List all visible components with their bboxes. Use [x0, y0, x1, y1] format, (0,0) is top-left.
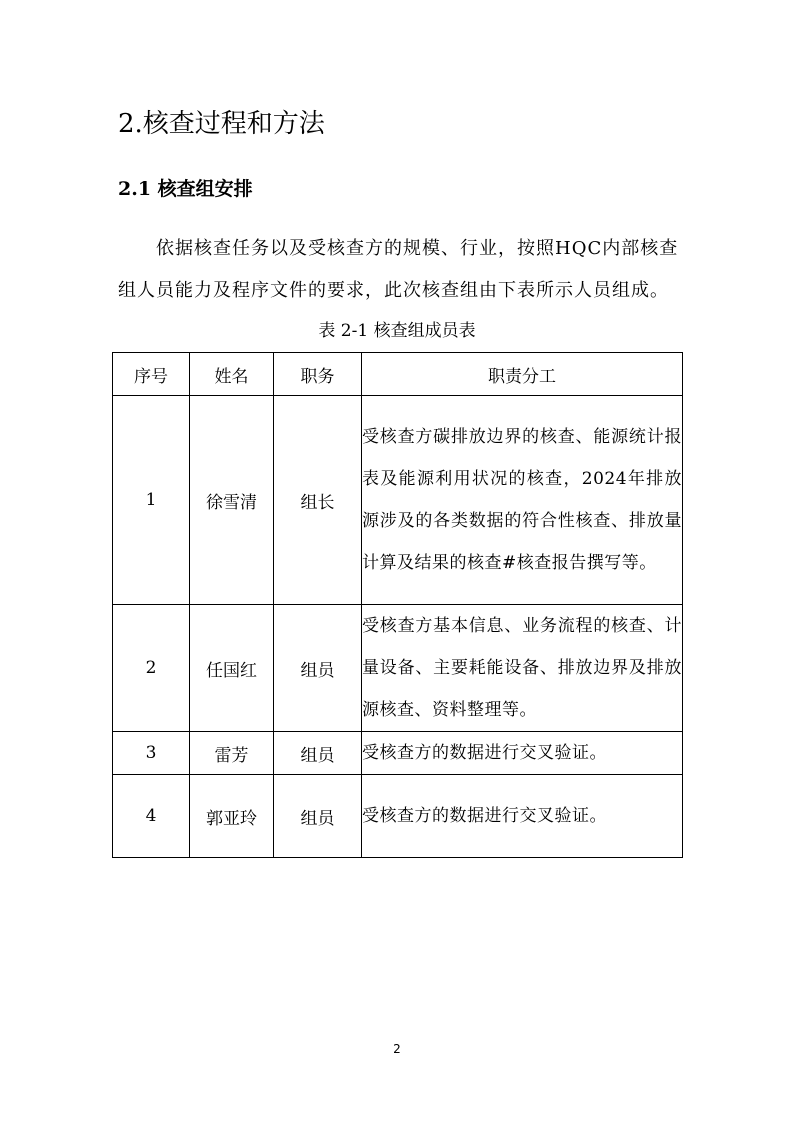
header-duty: 职责分工 [362, 353, 683, 396]
table-header-row [113, 353, 683, 396]
header-no: 序号 [113, 353, 190, 396]
row-duty: 受核查方的数据进行交叉验证。 [362, 775, 683, 858]
row-role: 组员 [274, 775, 362, 858]
members-table [112, 352, 683, 858]
row-duty: 受核查方基本信息、业务流程的核查、计量设备、主要耗能设备、排放边界及排放源核查、资料整理等。 [362, 605, 683, 732]
row-no: 2 [113, 605, 190, 732]
row-duty: 受核查方的数据进行交叉验证。 [362, 732, 683, 775]
row-role: 组员 [274, 605, 362, 732]
row-duty: 受核查方碳排放边界的核查、能源统计报表及能源利用状况的核查，2024年排放源涉及的各类数据的符合性核查、排放量计算及结果的核查#核查报告撰写等。 [362, 396, 683, 605]
row-role: 组长 [274, 396, 362, 605]
body-paragraph: 依据核查任务以及受核查方的规模、行业，按照HQC内部核查组人员能力及程序文件的要求，此次核查组由下表所示人员组成。 [118, 238, 679, 301]
row-no: 1 [113, 396, 190, 605]
table-caption: 表 2-1 核查组成员表 [318, 321, 476, 341]
row-name: 徐雪清 [190, 396, 274, 605]
section-title: 2.核查过程和方法 [118, 109, 325, 139]
row-role: 组员 [274, 732, 362, 775]
header-role: 职务 [274, 353, 362, 396]
row-no: 4 [113, 775, 190, 858]
table-row [113, 775, 683, 858]
table-row [113, 605, 683, 732]
row-no: 3 [113, 732, 190, 775]
row-name: 任国红 [190, 605, 274, 732]
header-name: 姓名 [190, 353, 274, 396]
table-row [113, 396, 683, 605]
table-row [113, 732, 683, 775]
row-name: 雷芳 [190, 732, 274, 775]
page-number: 2 [393, 1042, 401, 1056]
row-name: 郭亚玲 [190, 775, 274, 858]
subsection-title: 2.1 核查组安排 [118, 178, 253, 200]
